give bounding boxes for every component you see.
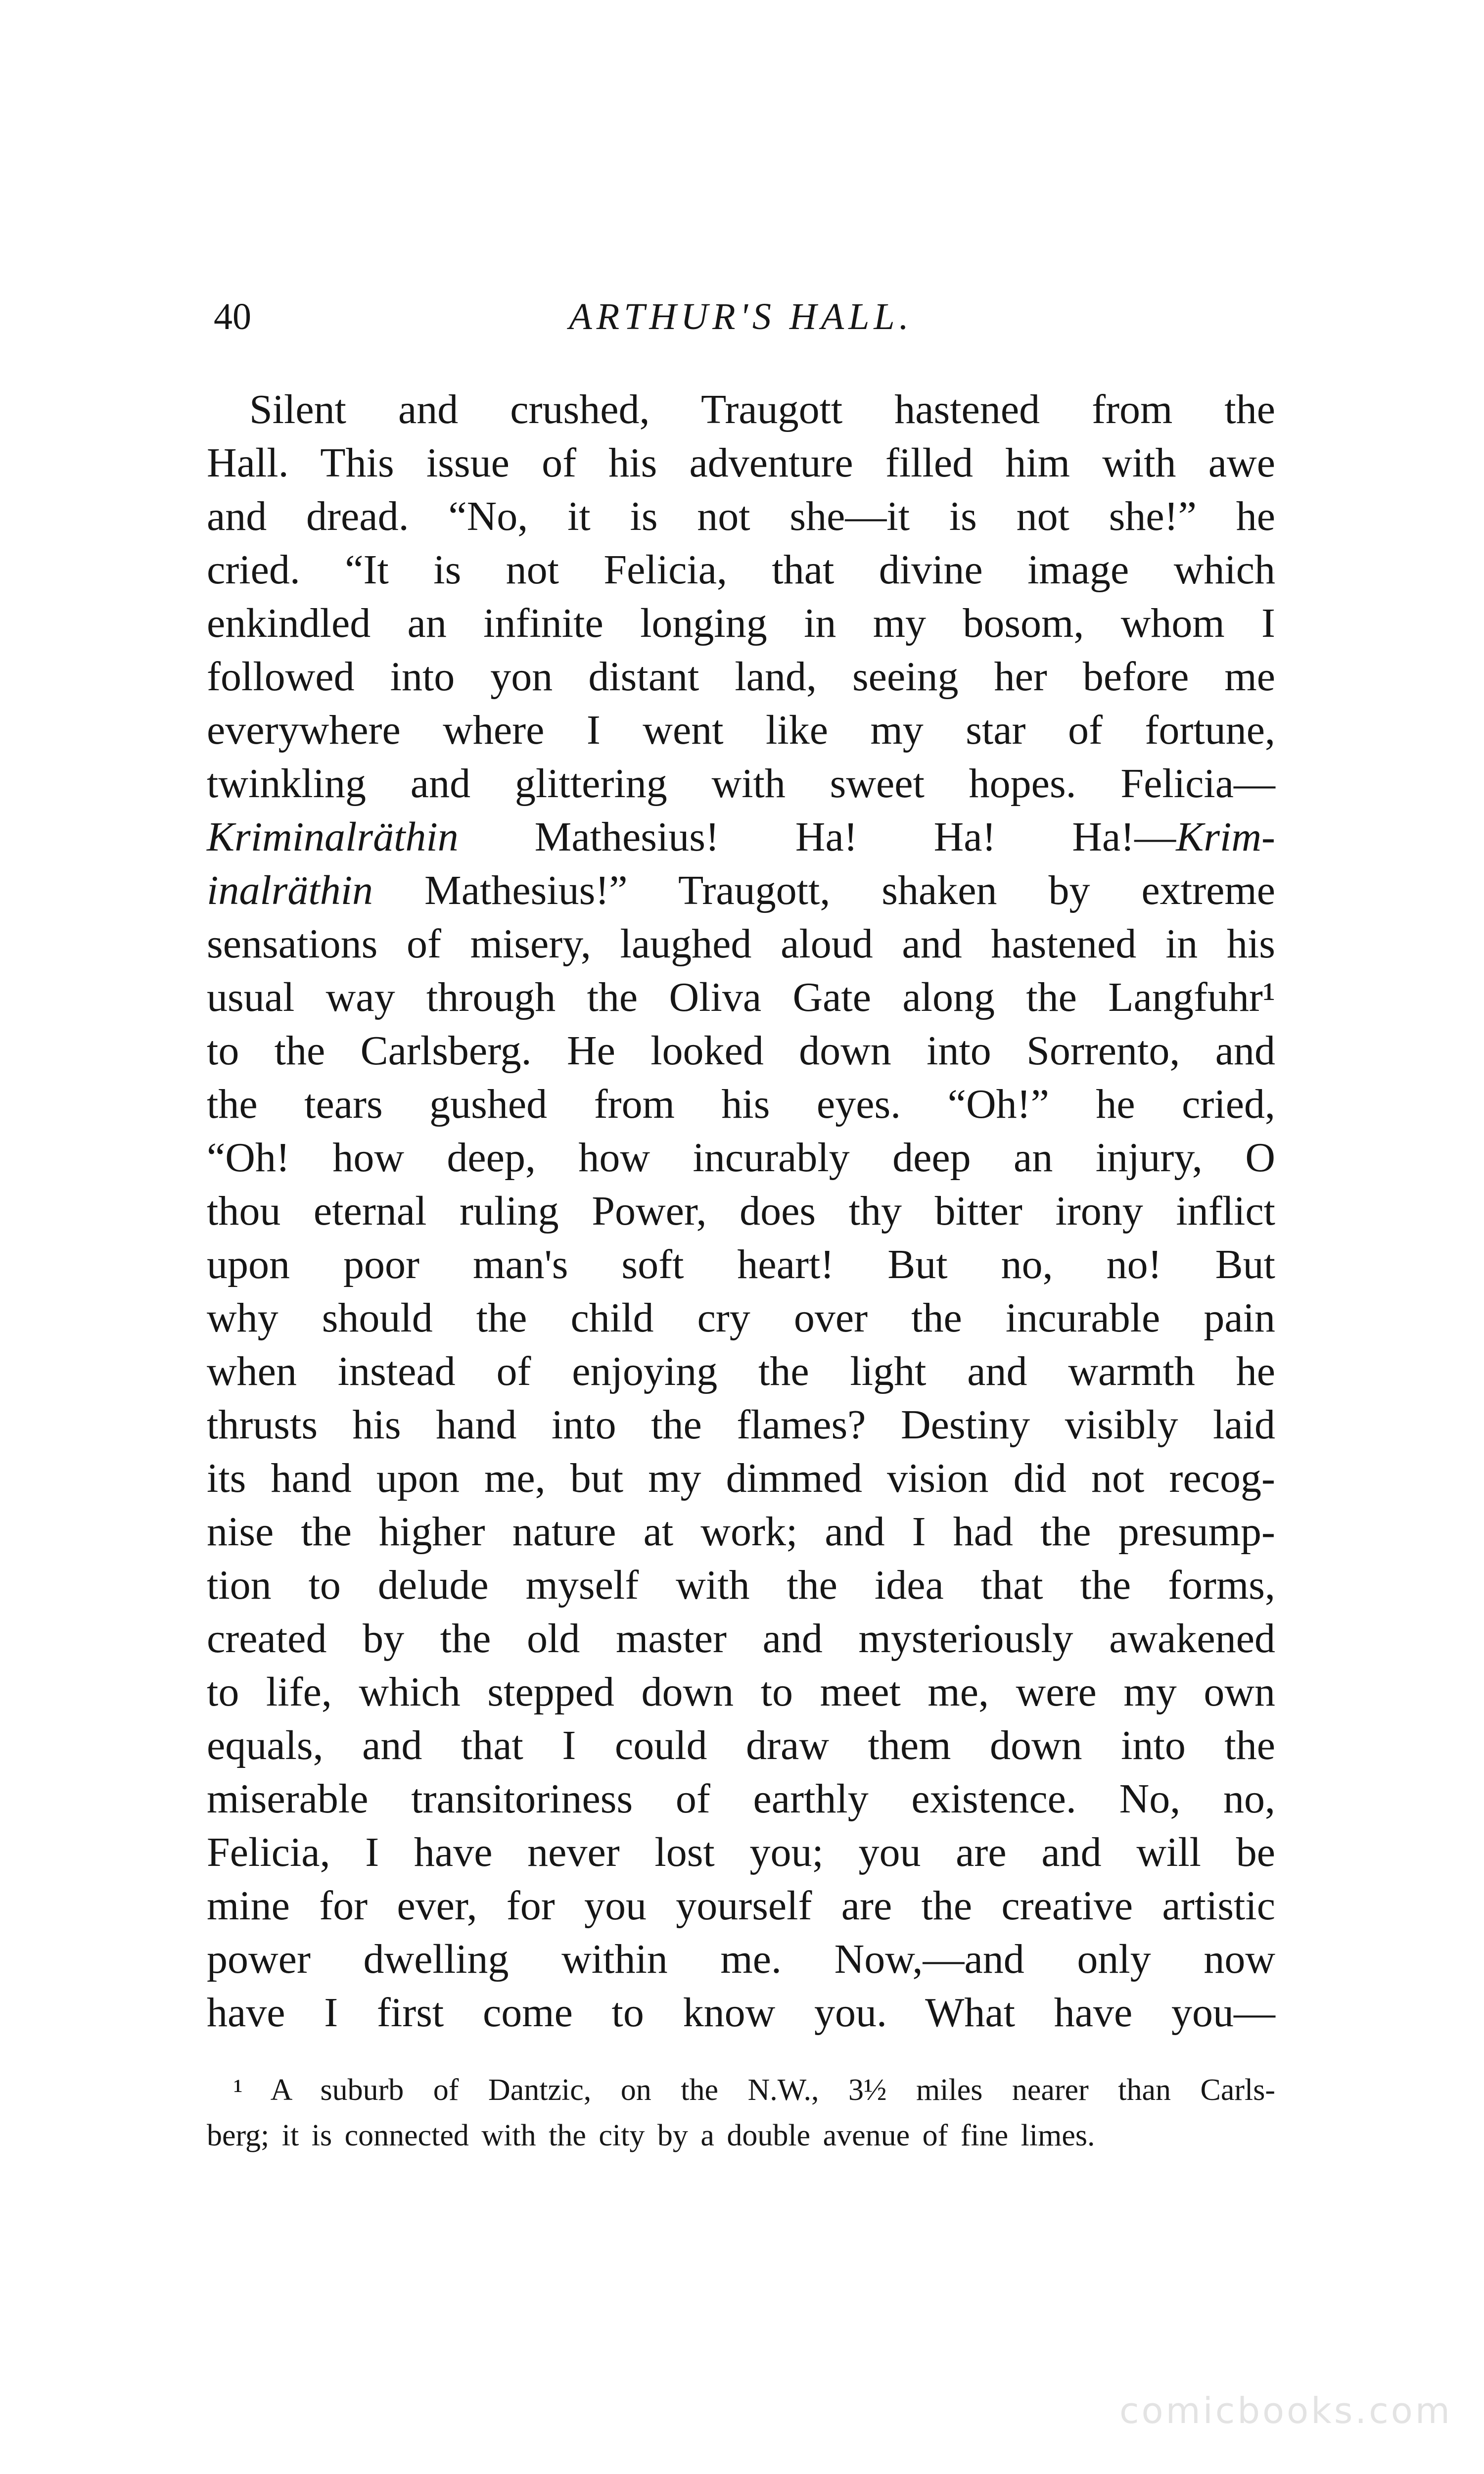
text-line: inalräthin Mathesius!” Traugott, shaken by extreme [207,867,1275,913]
text-line: thrusts his hand into the flames? Destiny visibly laid [207,1402,1275,1448]
text-line: when instead of enjoying the light and warmth he [207,1348,1275,1394]
text-line: “Oh! how deep, how incurably deep an injury, O [207,1135,1275,1181]
text-line: to life, which stepped down to meet me, were my own [207,1669,1275,1715]
text-line: upon poor man's soft heart! But no, no! But [207,1241,1275,1287]
text-line: twinkling and glittering with sweet hopes. Felicia— [207,761,1275,807]
text-line: created by the old master and mysteriously awakened [207,1616,1275,1662]
text-line: to the Carlsberg. He looked down into Sorrento, and [207,1028,1275,1074]
text-line: thou eternal ruling Power, does thy bitter irony inflict [207,1188,1275,1234]
text-line: everywhere where I went like my star of fortune, [207,707,1275,753]
text-line: enkindled an infinite longing in my bosom, whom I [207,600,1275,646]
text-line: Hall. This issue of his adventure filled him with awe [207,440,1275,486]
text-line: nise the higher nature at work; and I had the presump- [207,1509,1275,1555]
text-line: cried. “It is not Felicia, that divine image which [207,547,1275,593]
text-line: sensations of misery, laughed aloud and hastened in his [207,921,1275,967]
body-text [207,383,1275,2040]
text-line: Felicia, I have never lost you; you are and will be [207,1829,1275,1875]
running-head [207,289,1275,344]
text-line: why should the child cry over the incurable pain [207,1295,1275,1341]
text-line: followed into yon distant land, seeing her before me [207,654,1275,700]
running-title: ARTHUR'S HALL. [569,296,913,337]
text-line: usual way through the Oliva Gate along the Langfuhr¹ [207,974,1275,1020]
text-line: miserable transitoriness of earthly existence. No, no, [207,1776,1275,1822]
footnote [207,2067,1275,2158]
page-number: 40 [214,296,251,337]
footnote-line: ¹ A suburb of Dantzic, on the N.W., 3½ miles nearer than Carls- [233,2073,1275,2107]
footnote-line: berg; it is connected with the city by a double avenue of fine limes. [207,2119,1095,2152]
text-line: have I first come to know you. What have you— [207,1990,1275,2036]
text-line: its hand upon me, but my dimmed vision did not recog- [207,1455,1275,1501]
text-line: tion to delude myself with the idea that the forms, [207,1562,1275,1608]
text-line: Silent and crushed, Traugott hastened from the [249,386,1275,432]
text-line: Kriminalräthin Mathesius! Ha! Ha! Ha!—Krim- [207,814,1275,860]
text-line: mine for ever, for you yourself are the creative artistic [207,1883,1275,1929]
text-line: and dread. “No, it is not she—it is not she!” he [207,493,1275,539]
watermark: comicbooks.com [1119,2390,1452,2431]
text-line: equals, and that I could draw them down into the [207,1722,1275,1768]
text-line: power dwelling within me. Now,—and only now [207,1936,1275,1982]
text-line: the tears gushed from his eyes. “Oh!” he cried, [207,1081,1275,1127]
